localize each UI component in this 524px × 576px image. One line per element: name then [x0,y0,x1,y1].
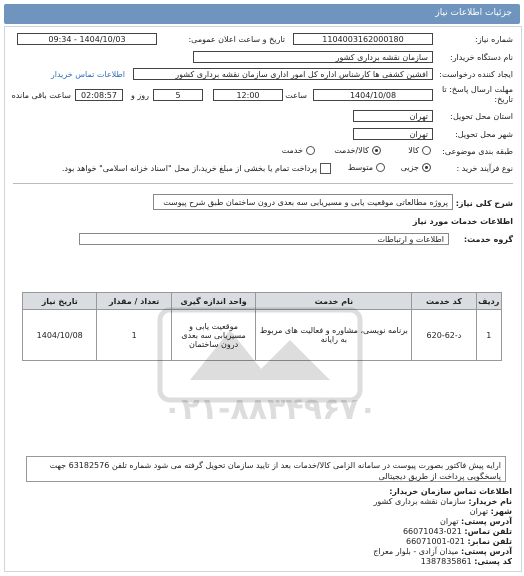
radio-selected-icon [372,146,381,155]
radio-selected-icon [422,163,431,172]
col-header: تاریخ نیاز [23,293,97,310]
buyer-contact-link[interactable]: اطلاعات تماس خریدار [50,70,125,79]
deadline-label: مهلت ارسال پاسخ: تا [441,85,513,94]
time-label: ساعت [285,91,307,100]
watermark-phone: ۰۲۱-۸۸۳۴۹۶۷۰ [163,392,377,427]
services-heading: اطلاعات خدمات مورد نیاز [412,217,513,226]
deadline-time-field: 12:00 [213,89,283,101]
summary-label: شرح کلی نیاز: [455,199,513,208]
services-table [22,292,502,361]
buyer-label: نام دستگاه خریدار: [450,53,513,62]
category-option-goods-service[interactable]: کالا/خدمت [334,146,381,155]
creator-field: افشین کشفی ها کارشناس اداره کل امور اداری سازمان نقشه برداری کشور [133,68,433,80]
col-header: ردیف [476,293,501,310]
table-row [23,310,502,361]
days-field: 5 [153,89,203,101]
category-option-service[interactable]: خدمت [282,146,315,155]
col-header: کد خدمت [412,293,476,310]
need-number-label: شماره نیاز: [475,35,513,44]
contact-phone: تلفن تماس: 021-66071043 [402,527,512,536]
service-unit: موقعیت یابی و مسیریابی سه بعدی درون ساختمان [171,310,256,361]
summary-field: پروژه مطالعاتی موقعیت یابی و مسیریابی سه بعدی درون ساختمان طبق شرح پیوست [153,194,453,210]
radio-icon [376,163,385,172]
remaining-label: ساعت باقی مانده [11,91,71,100]
contact-street: آدرس پستی: میدان آزادی - بلوار معراج [373,547,512,556]
service-name: برنامه نویسی، مشاوره و فعالیت های مربوط به رایانه [256,310,412,361]
category-option-goods[interactable]: کالا [408,146,431,155]
contact-address: آدرس پستی: تهران [440,517,512,526]
contact-city: شهر: تهران [469,507,512,516]
days-label: روز و [131,91,149,100]
city-field: تهران [353,128,433,140]
col-header: تعداد / مقدار [97,293,171,310]
page-title-bar [4,4,520,24]
description-box: ارایه پیش فاکتور بصورت پیوست در سامانه الزامی کالا/خدمات بعد از تایید سازمان تحویل گرفته می شود شماره تلفن 63182576 جهت پاسخگویی پرداخت از طریق دیجیتالی [26,456,506,482]
col-header: واحد اندازه گیری [171,293,256,310]
city-label: شهر محل تحویل: [455,130,513,139]
service-qty: 1 [97,310,171,361]
need-number-field: 1104003162000180 [293,33,433,45]
service-group-label: گروه خدمت: [463,235,513,244]
table-header-row [23,293,502,310]
process-option-medium[interactable]: متوسط [348,163,385,172]
process-label: نوع فرآیند خرید : [456,164,513,173]
service-code: د-62-620 [412,310,476,361]
announce-label: تاریخ و ساعت اعلان عمومی: [188,35,285,44]
row-number: 1 [476,310,501,361]
contact-fax: تلفن نمابر: 021-66071001 [406,537,512,546]
process-option-minor[interactable]: جزیی [401,163,431,172]
contact-postal: کد پستی: 1387835861 [420,557,512,566]
remaining-time-field: 02:08:57 [75,89,123,101]
province-label: استان محل تحویل: [450,112,513,121]
deadline-date-label: تاریخ: [494,95,513,104]
radio-icon [306,146,315,155]
contact-heading: اطلاعات تماس سازمان خریدار: [389,487,512,496]
service-date: 1404/10/08 [23,310,97,361]
page-title: جزئیات اطلاعات نیاز [435,8,512,18]
radio-icon [422,146,431,155]
deadline-date-field: 1404/10/08 [313,89,433,101]
checkbox-icon [320,163,331,174]
treasury-checkbox[interactable]: پرداخت تمام یا بخشی از مبلغ خرید،از محل "اسناد خزانه اسلامی" خواهد بود. [62,163,331,174]
province-field: تهران [353,110,433,122]
category-label: طبقه بندی موضوعی: [442,147,513,156]
buyer-field: سازمان نقشه برداری کشور [193,51,433,63]
col-header: نام خدمت [256,293,412,310]
contact-org: نام خریدار: سازمان نقشه برداری کشور [373,497,512,506]
service-group-field: اطلاعات و ارتباطات [79,233,449,245]
divider [13,183,513,184]
announce-field: 1404/10/03 - 09:34 [17,33,157,45]
creator-label: ایجاد کننده درخواست: [439,70,513,79]
